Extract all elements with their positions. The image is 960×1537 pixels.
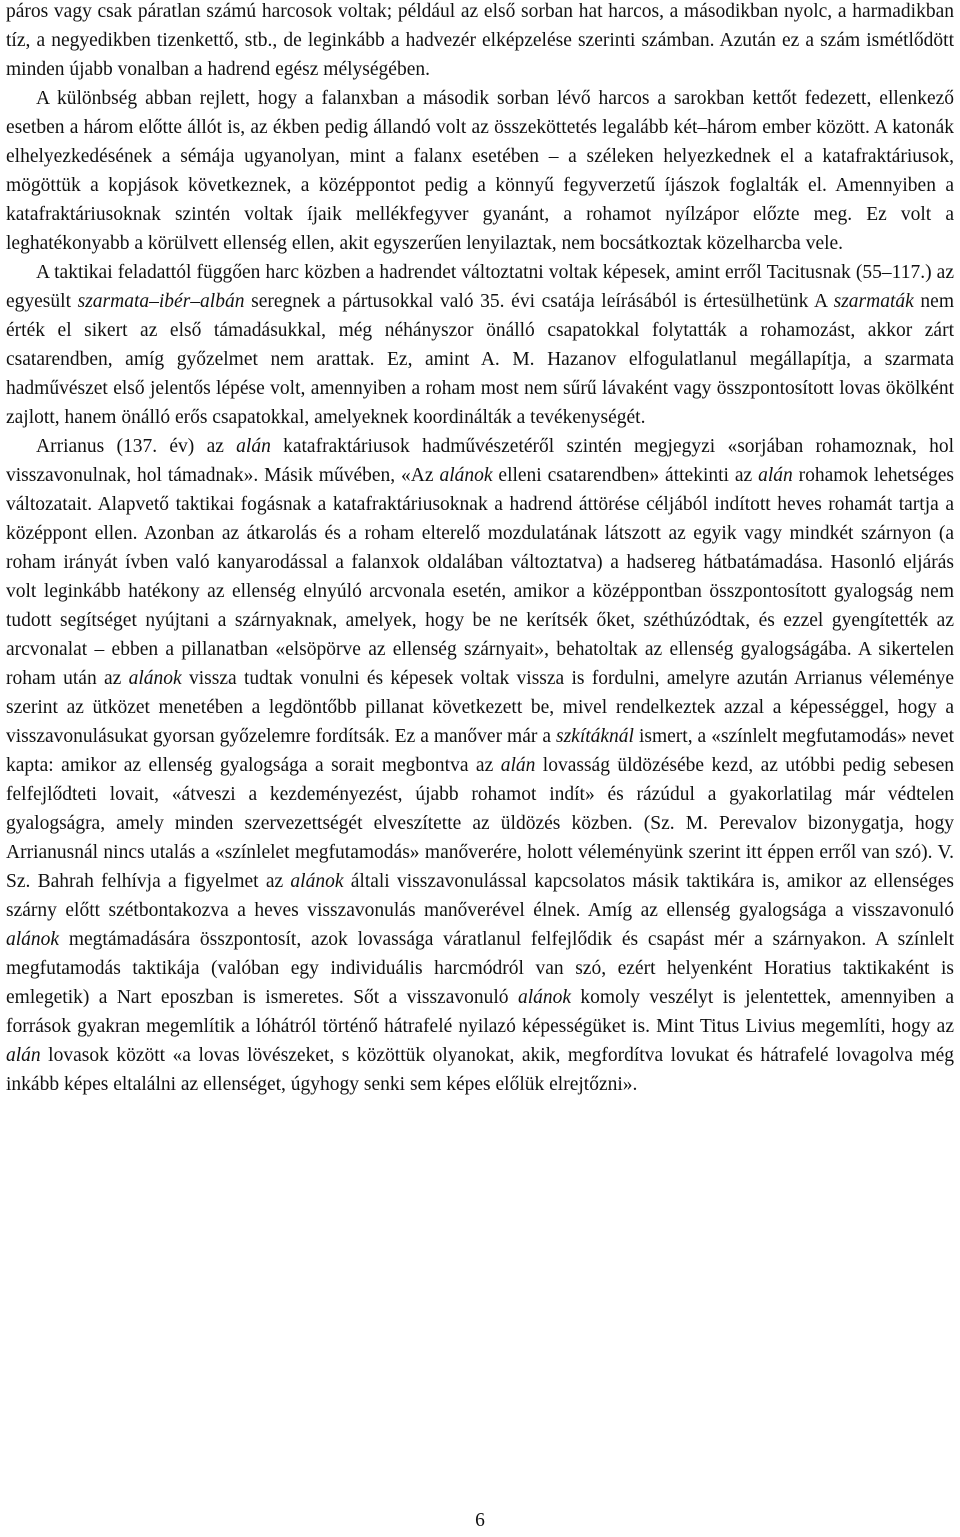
italic-term: alán: [236, 436, 271, 457]
text-run: A különbség abban rejlett, hogy a falanxban a második sorban lévő harcos a sarokban kettőt fedezett, ellenkező esetben a három előtte állót is, az ékben pedig állandó volt az összeköttetés legalább két–három ember között. A katonák elhelyezkedésének a sémája ugyanolyan, mint a falanx esetében – a széleken helyezkednek el a katafraktáriusok, mögöttük a kopjások következnek, a középpontot pedig a könnyű fegyverzetű íjászok foglalták el. Amennyiben a katafraktáriusoknak szintén voltak íjaik mellékfegyver gyanánt, a rohamot nyílzápor előzte meg. Ez volt a leghatékonyabb a körülvett ellenség ellen, akit egyszerűen lenyilaztak, nem bocsátkoztak közelharcba vele.: [6, 88, 954, 254]
text-run: nem érték el sikert az első támadásukkal, még néhányszor önálló csapatokkal folytatták a rohamozást, akkor zárt csatarendben, amíg győzelmet nem arattak. Ez, amint A. M. Hazanov elfogulatlanul megállapítja, a szarmata hadművészet első jelentős lépése volt, amennyiben a roham most nem sűrű lávaként vagy összpontosított lovas ökölként zajlott, hanem önálló erős csapatokkal, amelyeknek koordinálták a tevékenységét.: [6, 291, 955, 428]
paragraph: [6, 84, 954, 258]
italic-term: alán: [6, 1045, 41, 1066]
italic-term: alánok: [517, 987, 572, 1008]
text-run: általi visszavonulással kapcsolatos másik taktikára is, amikor az ellenséges szárny előtt szétbontakozva a heves visszavonulás manőverével élnek. Amíg az ellenség gyalogsága a visszavonuló: [6, 871, 954, 921]
page-number: 6: [475, 1510, 485, 1531]
text-run: megtámadására összpontosít, azok lovassága váratlanul felfejlődik és csapást mér a szárnyakon. A színlelt megfutamodás taktikája (valóban egy individuális harcmódról van szó, ezért helyenként Horatius taktikaként is emlegetik) a Nart eposzban is ismeretes. Sőt a visszavonuló: [6, 929, 954, 1008]
italic-term: szkítáknál: [555, 726, 634, 747]
text-run: páros vagy csak páratlan számú harcosok voltak; például az első sorban hat harcos, a másodikban nyolc, a harmadikban tíz, a negyedikben tizenkettő, stb., de leginkább a hadvezér elképzelése szerinti számban. Azután ez a szám ismétlődött minden újabb vonalban a hadrend egész mélységében.: [6, 1, 954, 80]
text-run: lovasság üldözésébe kezd, az utóbbi pedig sebesen felfejlődteti lovait, «átveszi a kezdeményezést, újabb rohamot indít» és rázúdul a gyakorlatilag már védtelen gyalogságra, amely minden szervezettségét elveszítette az üldözés közben. (Sz. M. Perevalov bizonygatja, hogy Arrianusnál nincs utalás a «színlelet megfutamodás» manőverére, holott véleményünk szerint itt éppen erről van szó). V. Sz. Bahrah felhívja a figyelmet az: [6, 755, 955, 892]
italic-term: alán: [758, 465, 793, 486]
text-run: rohamok lehetséges változatait. Alapvető taktikai fogásnak a katafraktáriusoknak a hadrend áttörése céljából indított heves rohamát tartja a középpont ellen. Azonban az átkarolás és a roham elterelő mozdulatának látszott az egyik vagy mindkét szárnyon (a roham irányát ívben való kanyarodással a falanxok oldalában változtatva) a hadsereg hátbatámadása. Hasonló eljárás volt leginkább hatékony az ellenség elnyúló arcvonala esetén, amikor a középpontban összpontosított gyalogság nem tudott segítséget nyújtani a szárnyaknak, amelyek, hogy be ne kerítsék őket, széthúzódtak, és ezzel gyengítették az arcvonalat – ebben a pillanatban «elsöpörve az ellenség szárnyait», behatoltak az ellenség gyalogságába. A sikertelen roham után az: [6, 465, 954, 689]
text-run: A taktikai feladattól függően harc közben a hadrendet változtatni voltak képesek, amint erről Tacitusnak (55–117.) az egyesült: [6, 262, 954, 312]
text-run: ismert, a «színlelt megfutamodás» nevet kapta: amikor az ellenség gyalogsága a sorait megbontva az: [6, 726, 954, 776]
italic-term: alánok: [439, 465, 493, 486]
italic-term: alánok: [128, 668, 182, 689]
text-run: komoly veszélyt is jelentettek, amennyiben a források gyakran megemlítik a lóhátról történő hátrafelé nyilazó képességüket is. Mint Titus Livius megemlíti, hogy az: [6, 987, 954, 1037]
text-run: elleni csatarendben» áttekinti az: [492, 465, 759, 486]
text-run: Arrianus (137. év) az: [36, 436, 237, 457]
paragraph: [6, 432, 954, 1099]
text-run: seregnek a pártusokkal való 35. évi csatája leírásából is értesülhetünk A: [244, 291, 834, 312]
paragraph: [6, 0, 954, 84]
italic-term: szarmata–ibér–albán: [77, 291, 245, 312]
document-body: [6, 0, 954, 1099]
italic-term: alán: [500, 755, 536, 776]
italic-term: szarmaták: [833, 291, 914, 312]
italic-term: alánok: [290, 871, 344, 892]
text-run: vissza tudtak vonulni és képesek voltak vissza is fordulni, amelyre azután Arrianus véleménye szerint az ütközet menetében a legdöntőbb pillanat következett be, mivel rendelkeztek azzal a képességgel, hogy a visszavonulásukat gyorsan győzelemre fordítsák. Ez a manőver már a: [6, 668, 955, 747]
text-run: katafraktáriusok hadművészetéről szintén megjegyzi «sorjában rohamoznak, hol visszavonulnak, hol támadnak». Másik művében, «Az: [6, 436, 954, 486]
text-run: lovasok között «a lovas lövészeket, s közöttük olyanokat, akik, megfordítva lovukat és hátrafelé lovagolva még inkább képes eltalálni az ellenséget, úgyhogy senki sem képes előlük elrejtőzni».: [6, 1045, 954, 1095]
paragraph: [6, 258, 954, 432]
italic-term: alánok: [6, 929, 60, 950]
